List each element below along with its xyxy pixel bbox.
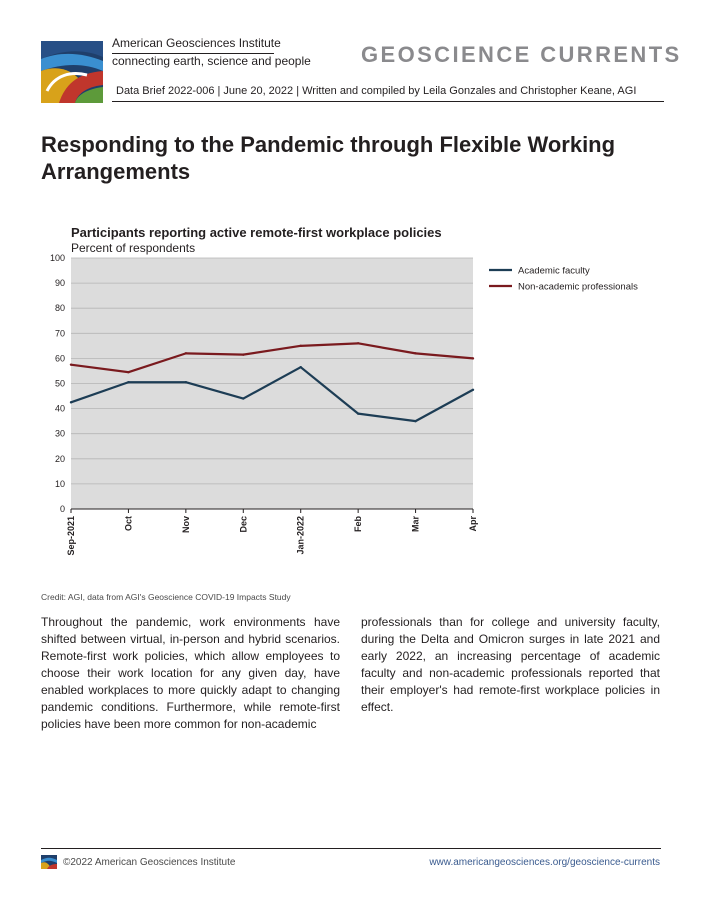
x-tick-label: Feb [353,516,364,533]
y-tick-label: 20 [54,453,65,464]
y-tick-label: 60 [54,353,65,364]
org-name: American Geosciences Institute [112,36,281,50]
y-tick-label: 10 [54,478,65,489]
y-tick-label: 40 [54,403,65,414]
x-tick-label: Apr [468,516,478,532]
data-point [414,352,416,354]
footer-copyright: ©2022 American Geosciences Institute [63,857,236,868]
data-point [357,342,359,344]
body-text-left: Throughout the pandemic, work environments have shifted between virtual, in-person and hybrid scenarios. Remote-first work policies, which allow employees to choose their work location for any given day, have enabled workplaces to more quickly adapt to changing pandemic conditions. Furthermore, while remote-first policies have been more common for non-academic [41,615,340,731]
data-point [300,366,302,368]
body-text-right: professionals than for college and university faculty, during the Delta and Omicron surges in late 2021 and early 2022, an increasing percentage of academic faculty and non-academic professionals reported that their employer's had remote-first workplace policies in effect. [361,615,660,714]
chart-credit: Credit: AGI, data from AGI's Geoscience COVID-19 Impacts Study [41,592,291,602]
brief-info-line: Data Brief 2022-006 | June 20, 2022 | Written and compiled by Leila Gonzales and Christopher Keane, AGI [116,85,637,97]
data-point [70,401,72,403]
y-tick-label: 50 [54,378,65,389]
x-tick-label: Sep-2021 [66,516,76,556]
chart-subtitle: Percent of respondents [71,241,196,255]
footer-rule [41,848,661,849]
data-point [472,389,474,391]
legend-label: Academic faculty [518,265,590,277]
y-tick-label: 30 [54,428,65,439]
y-tick-label: 80 [54,303,65,314]
data-point [300,345,302,347]
x-tick-label: Mar [410,516,421,533]
page-title: Responding to the Pandemic through Flexible Working Arrangements [41,132,616,184]
data-point [70,363,72,365]
x-tick-label: Jan-2022 [295,516,306,555]
x-tick-label: Oct [123,516,134,532]
y-tick-label: 70 [54,328,65,339]
legend-label: Non-academic professionals [518,281,638,293]
data-point [472,357,474,359]
data-point [242,397,244,399]
data-point [127,381,129,383]
series-title: GEOSCIENCE CURRENTS [361,42,682,67]
data-point [242,353,244,355]
x-tick-label: Nov [180,516,191,534]
data-point [185,352,187,354]
agi-logo-small [41,855,57,869]
y-tick-label: 0 [59,504,65,514]
org-tagline: connecting earth, science and people [112,54,311,68]
y-tick-label: 90 [54,278,65,289]
y-tick-label: 100 [49,253,65,263]
footer-url[interactable]: www.americangeosciences.org/geoscience-currents [429,857,660,868]
data-point [357,412,359,414]
chart-title: Participants reporting active remote-first workplace policies [71,225,442,240]
data-point [414,420,416,422]
data-point [127,371,129,373]
data-point [185,381,187,383]
x-tick-label: Dec [238,516,249,533]
